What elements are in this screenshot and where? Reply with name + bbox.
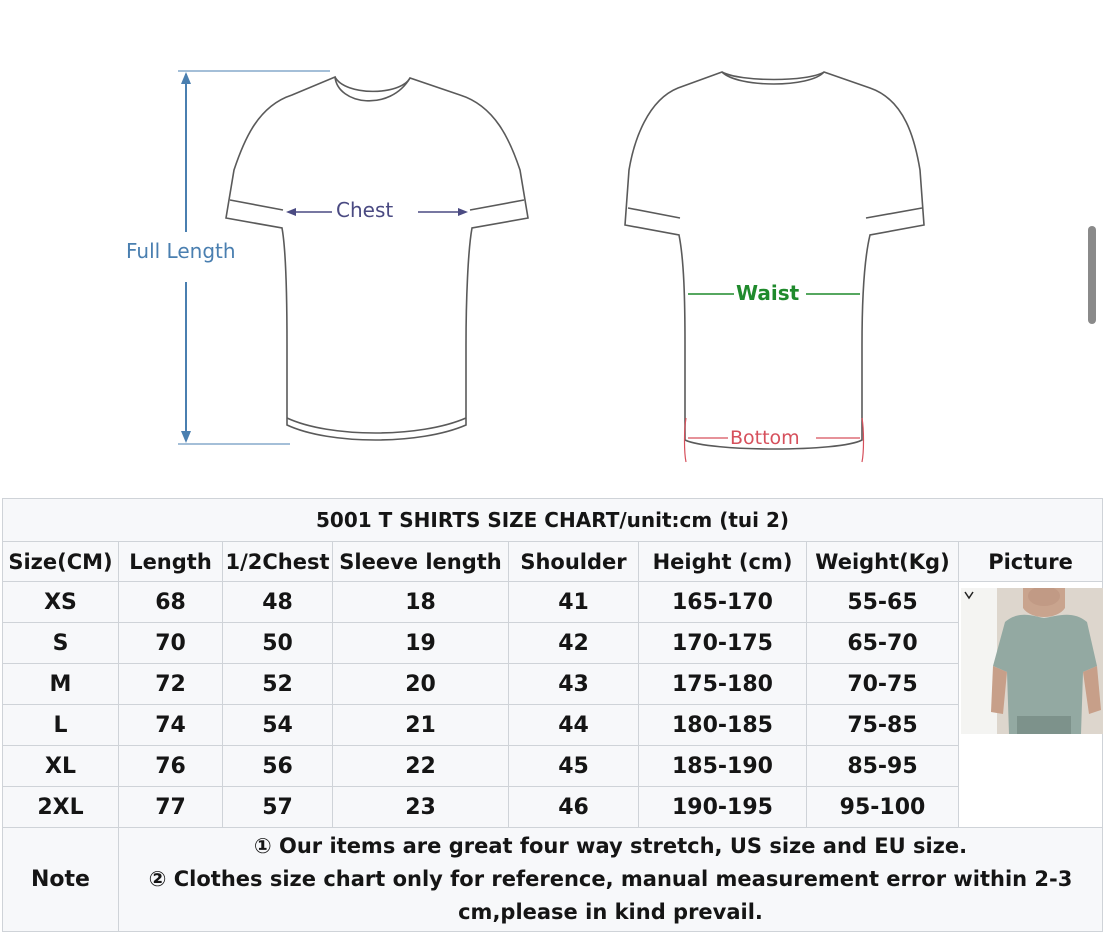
cell-shoulder: 45 <box>509 746 639 787</box>
picture-cell <box>959 582 1103 828</box>
cell-shoulder: 46 <box>509 787 639 828</box>
bottom-label: Bottom <box>730 427 800 449</box>
front-tshirt-outline <box>226 77 528 440</box>
chest-label: Chest <box>336 198 394 222</box>
header-height: Height (cm) <box>639 542 807 582</box>
table-row <box>3 746 1103 787</box>
cell-half-chest: 48 <box>223 582 333 623</box>
cell-size: XL <box>3 746 119 787</box>
cell-length: 68 <box>119 582 223 623</box>
cell-sleeve-length: 20 <box>333 664 509 705</box>
cell-weight: 95-100 <box>807 787 959 828</box>
cell-size: XS <box>3 582 119 623</box>
size-chart-table <box>2 498 1103 932</box>
note-line-2: ② Clothes size chart only for reference, manual measurement error within 2-3 <box>148 867 1073 891</box>
header-picture: Picture <box>959 542 1103 582</box>
cell-shoulder: 44 <box>509 705 639 746</box>
note-row <box>3 828 1103 932</box>
cell-half-chest: 56 <box>223 746 333 787</box>
table-row <box>3 705 1103 746</box>
cell-sleeve-length: 19 <box>333 623 509 664</box>
header-sleeve-length: Sleeve length <box>333 542 509 582</box>
cell-length: 72 <box>119 664 223 705</box>
cell-size: L <box>3 705 119 746</box>
cell-size: M <box>3 664 119 705</box>
note-text <box>119 828 1103 932</box>
model-photo <box>961 588 1103 734</box>
note-line-1: ① Our items are great four way stretch, US size and EU size. <box>253 834 968 858</box>
header-weight: Weight(Kg) <box>807 542 959 582</box>
cell-height: 170-175 <box>639 623 807 664</box>
note-label: Note <box>3 828 119 932</box>
cell-sleeve-length: 22 <box>333 746 509 787</box>
brand-logo <box>963 590 975 604</box>
cell-length: 76 <box>119 746 223 787</box>
header-half-chest: 1/2Chest <box>223 542 333 582</box>
cell-half-chest: 54 <box>223 705 333 746</box>
table-row <box>3 787 1103 828</box>
size-chart-title: 5001 T SHIRTS SIZE CHART/unit:cm (tui 2) <box>3 499 1103 542</box>
cell-length: 74 <box>119 705 223 746</box>
cell-shoulder: 43 <box>509 664 639 705</box>
waist-label: Waist <box>736 281 800 305</box>
cell-height: 165-170 <box>639 582 807 623</box>
cell-weight: 70-75 <box>807 664 959 705</box>
header-length: Length <box>119 542 223 582</box>
cell-size: 2XL <box>3 787 119 828</box>
cell-half-chest: 57 <box>223 787 333 828</box>
header-size: Size(CM) <box>3 542 119 582</box>
table-row <box>3 664 1103 705</box>
cell-height: 190-195 <box>639 787 807 828</box>
vertical-scrollbar[interactable] <box>1088 226 1096 324</box>
table-row <box>3 582 1103 623</box>
back-tshirt-outline <box>625 72 924 449</box>
header-shoulder: Shoulder <box>509 542 639 582</box>
full-length-label: Full Length <box>126 239 236 263</box>
cell-height: 185-190 <box>639 746 807 787</box>
cell-sleeve-length: 18 <box>333 582 509 623</box>
cell-length: 77 <box>119 787 223 828</box>
brand-logo-icon <box>963 590 975 602</box>
cell-height: 180-185 <box>639 705 807 746</box>
note-line-3: cm,please in kind prevail. <box>458 900 763 924</box>
cell-shoulder: 41 <box>509 582 639 623</box>
cell-half-chest: 50 <box>223 623 333 664</box>
cell-shoulder: 42 <box>509 623 639 664</box>
cell-height: 175-180 <box>639 664 807 705</box>
cell-sleeve-length: 21 <box>333 705 509 746</box>
cell-weight: 55-65 <box>807 582 959 623</box>
cell-half-chest: 52 <box>223 664 333 705</box>
cell-weight: 85-95 <box>807 746 959 787</box>
cell-weight: 75-85 <box>807 705 959 746</box>
cell-length: 70 <box>119 623 223 664</box>
cell-sleeve-length: 23 <box>333 787 509 828</box>
cell-weight: 65-70 <box>807 623 959 664</box>
table-row <box>3 623 1103 664</box>
header-row <box>3 542 1103 582</box>
cell-size: S <box>3 623 119 664</box>
